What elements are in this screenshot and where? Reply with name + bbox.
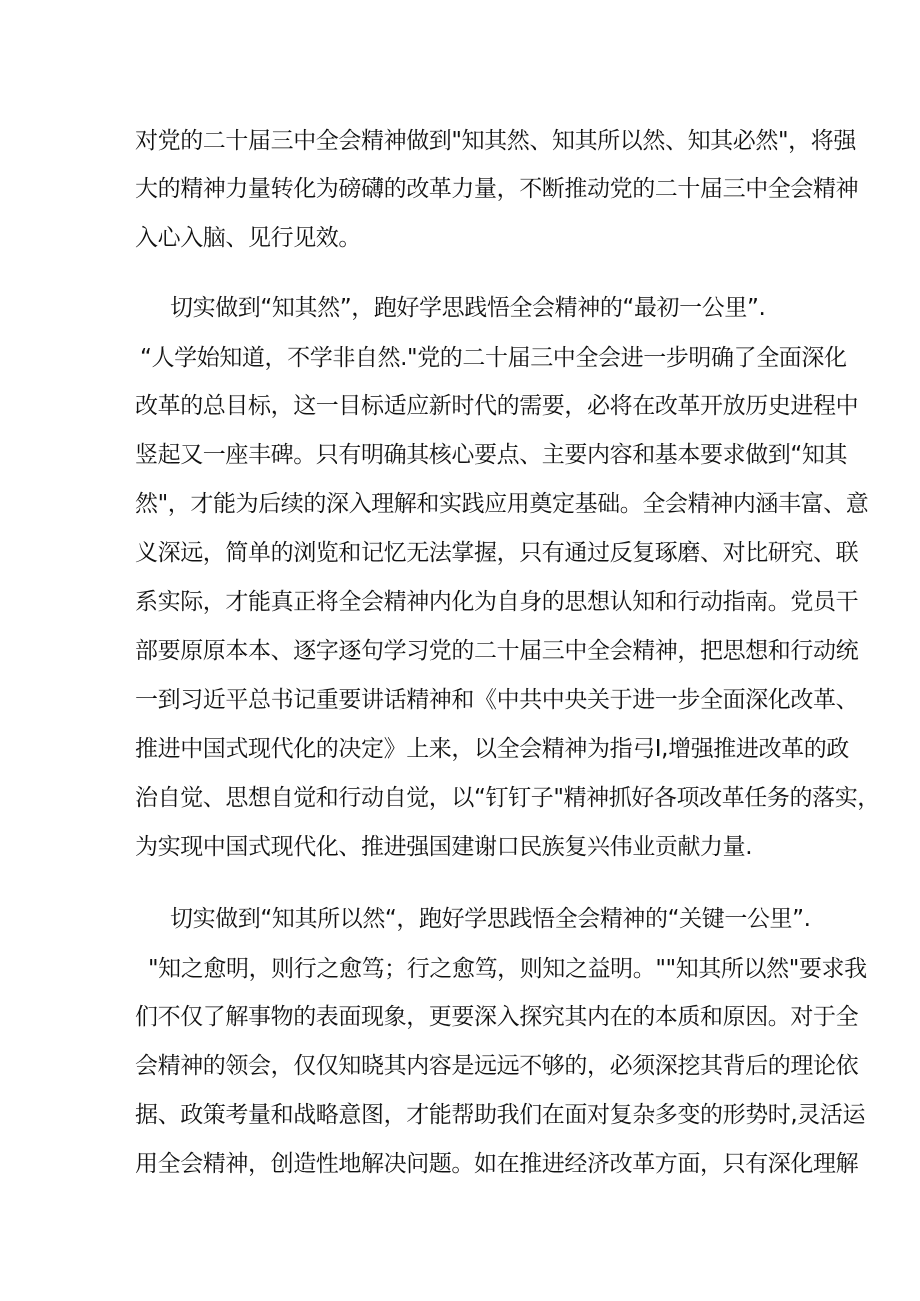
- text-line: 推进中国式现代化的决定》上来，以全会精神为指弓I,增强推进改革的政: [135, 736, 849, 762]
- section-heading: 切实做到“知其然”，跑好学思践悟全会精神的“最初一公里”.: [170, 295, 766, 321]
- text-line: 对党的二十届三中全会精神做到"知其然、知其所以然、知其必然"，将强: [135, 128, 856, 154]
- text-line: 大的精神力量转化为磅礴的改革力量，不断推动党的二十届三中全会精神: [135, 176, 859, 202]
- text-line: 为实现中国式现代化、推进强国建谢口民族复兴伟业贡献力量.: [135, 834, 753, 860]
- text-line: 竖起又一座丰碑。只有明确其核心要点、主要内容和基本要求做到“知其: [135, 442, 848, 468]
- text-line: 一到习近平总书记重要讲话精神和《中共中央关于进一步全面深化改革、: [135, 687, 859, 713]
- text-line: 据、政策考量和战略意图，才能帮助我们在面对复杂多变的形势时,灵活运: [135, 1102, 866, 1128]
- text-line: 入心入脑、见行见效。: [135, 225, 362, 251]
- text-line: 系实际，才能真正将全会精神内化为自身的思想认知和行动指南。党员干: [135, 589, 859, 615]
- text-line: 会精神的领会，仅仅知晓其内容是远远不够的，必须深挖其背后的理论依: [135, 1053, 859, 1079]
- text-line: “人学始知道，不学非自然."党的二十届三中全会进一步明确了全面深化: [140, 345, 847, 371]
- text-line: 治自觉、思想自觉和行动自觉，以“钉钉子"精神抓好各项改革任务的落实，: [135, 785, 880, 811]
- text-line: 们不仅了解事物的表面现象，更要深入探究其内在的本质和原因。对于全: [135, 1004, 859, 1030]
- text-line: 改革的总目标，这一目标适应新时代的需要，必将在改革开放历史进程中: [135, 393, 859, 419]
- section-heading: 切实做到“知其所以然“，跑好学思践悟全会精神的“关键一公里”.: [170, 906, 811, 932]
- text-line: 义深远，简单的浏览和记忆无法掌握，只有通过反复琢磨、对比研究、联: [135, 540, 859, 566]
- text-line: 用全会精神，创造性地解决问题。如在推进经济改革方面，只有深化理解: [135, 1151, 859, 1177]
- text-line: "知之愈明，则行之愈笃；行之愈笃，则知之益明。""知其所以然"要求我: [148, 956, 867, 982]
- text-line: 部要原原本本、逐字逐句学习党的二十届三中全会精神，把思想和行动统: [135, 638, 859, 664]
- text-line: 然"，才能为后续的深入理解和实践应用奠定基础。全会精神内涵丰富、意: [135, 491, 869, 517]
